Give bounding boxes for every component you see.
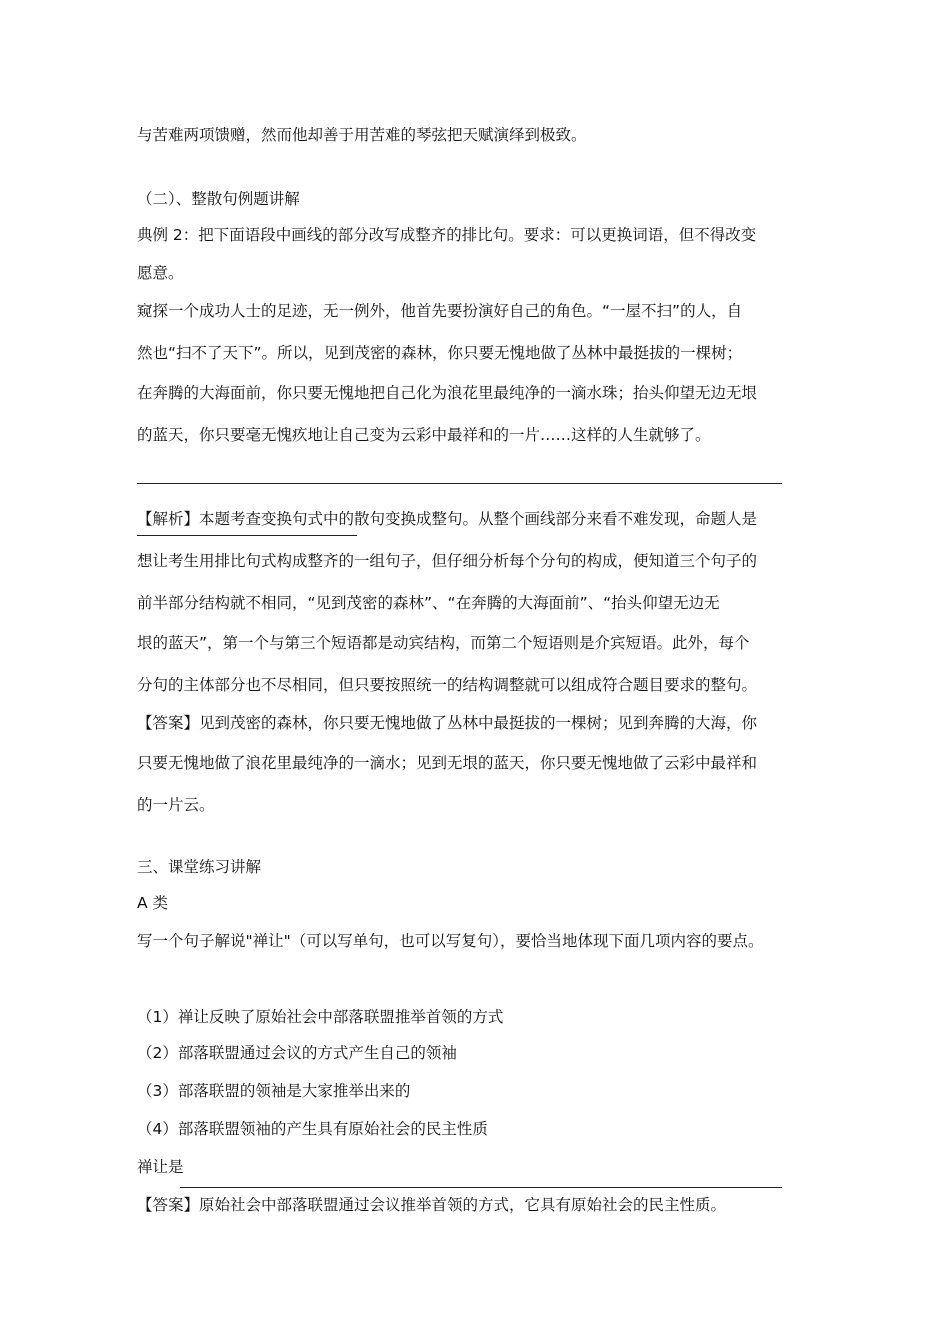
list-item: （2）部落联盟通过会议的方式产生自己的领袖 — [137, 1044, 457, 1062]
list-item: （3）部落联盟的领袖是大家推举出来的 — [137, 1082, 411, 1100]
answer-text: 【答案】见到茂密的森林，你只要无愧地做了丛林中最挺拔的一棵树；见到奔腾的大海，你 — [137, 714, 758, 732]
text-line: 然也“扫不了天下”。所以，见到茂密的森林，你只要无愧地做了丛林中最挺拔的一棵树； — [137, 344, 743, 362]
fill-prompt: 禅让是 — [137, 1158, 184, 1176]
analysis-text: 分句的主体部分也不尽相同，但只要按照统一的结构调整就可以组成符合题目要求的整句。 — [137, 676, 758, 694]
text-line: 愿意。 — [137, 264, 184, 282]
answer-text: 只要无愧地做了浪花里最纯净的一滴水；见到无垠的蓝天，你只要无愧地做了云彩中最祥和 — [137, 754, 758, 772]
answer-text: 【答案】原始社会中部落联盟通过会议推举首领的方式，它具有原始社会的民主性质。 — [137, 1196, 727, 1214]
text-line: 的蓝天，你只要毫无愧疚地让自己变为云彩中最祥和的一片……这样的人生就够了。 — [137, 426, 711, 444]
analysis-text: 前半部分结构就不相同，“见到茂密的森林”、“在奔腾的大海面前”、“抬头仰望无边无 — [137, 594, 720, 612]
text-line: 窥探一个成功人士的足迹，无一例外，他首先要扮演好自己的角色。“一屋不扫”的人，自 — [137, 302, 743, 320]
underline — [137, 535, 357, 536]
section-heading: （二）、整散句例题讲解 — [137, 190, 300, 208]
list-item: （1）禅让反映了原始社会中部落联盟推举首领的方式 — [137, 1008, 504, 1026]
text-line: 典例 2：把下面语段中画线的部分改写成整齐的排比句。要求：可以更换词语，但不得改变 — [137, 226, 757, 244]
text-line: 与苦难两项馈赠，然而他却善于用苦难的琴弦把天赋演绎到极致。 — [137, 126, 587, 144]
analysis-text: 想让考生用排比句式构成整齐的一组句子，但仔细分析每个分句的构成，便知道三个句子的 — [137, 552, 758, 570]
analysis-text: 垠的蓝天”，第一个与第三个短语都是动宾结构，而第二个短语则是介宾短语。此外，每个 — [137, 634, 750, 652]
question-text: 写一个句子解说"禅让"（可以写单句，也可以写复句），要恰当地体现下面几项内容的要点。 — [137, 932, 764, 950]
section-heading: 三、课堂练习讲解 — [137, 858, 262, 876]
category-label: A 类 — [137, 894, 169, 912]
analysis-text: 【解析】本题考查变换句式中的散句变换成整句。从整个画线部分来看不难发现，命题人是 — [137, 510, 758, 528]
answer-text: 的一片云。 — [137, 796, 215, 814]
text-line: 在奔腾的大海面前，你只要无愧地把自己化为浪花里最纯净的一滴水珠；抬头仰望无边无垠 — [137, 384, 758, 402]
list-item: （4）部落联盟领袖的产生具有原始社会的民主性质 — [137, 1120, 488, 1138]
fill-blank-line — [180, 1187, 782, 1188]
answer-blank-line — [137, 483, 782, 484]
